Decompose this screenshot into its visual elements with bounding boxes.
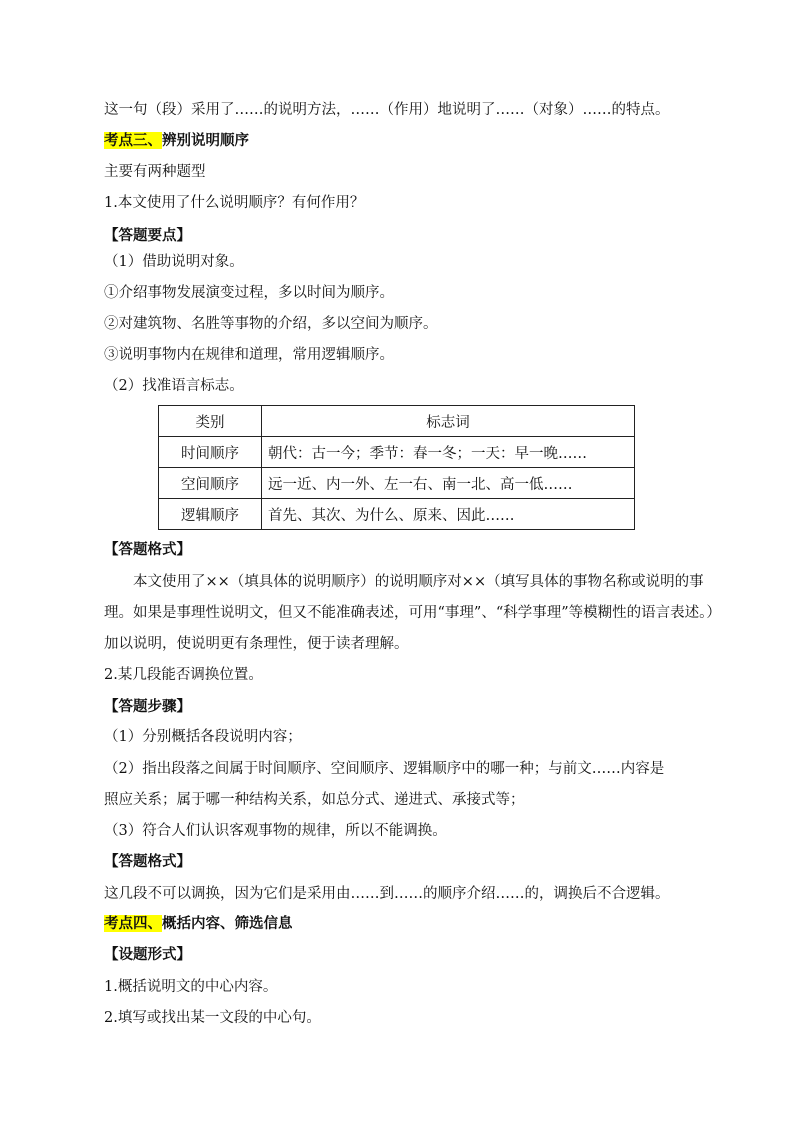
table-row	[159, 468, 635, 499]
step-3: （3）符合人们认识客观事物的规律，所以不能调换。	[104, 823, 447, 839]
paragraph-method: 这一句（段）采用了……的说明方法，……（作用）地说明了……（对象）……的特点。	[104, 102, 670, 118]
table-row	[159, 437, 635, 468]
table-header-signal-words: 标志词	[262, 406, 635, 437]
table-row	[159, 499, 635, 530]
section-heading-3	[104, 131, 249, 151]
step-2-line-1: （2）指出段落之间属于时间顺序、空间顺序、逻辑顺序中的哪一种；与前文……内容是	[104, 761, 665, 777]
key-point-1a: ①介绍事物发展演变过程，多以时间为顺序。	[104, 285, 394, 301]
key-point-1: （1）借助说明对象。	[104, 254, 244, 270]
question-types: 主要有两种题型	[104, 164, 206, 180]
label-answer-format-1: 【答题格式】	[104, 541, 191, 558]
heading-4-highlight: 考点四、	[104, 915, 162, 932]
key-point-1b: ②对建筑物、名胜等事物的介绍，多以空间为顺序。	[104, 316, 438, 332]
answer-format-1: 本文使用了××（填具体的说明顺序）的说明顺序对××（填写具体的事物名称或说明的事理。如果是事理性说明文，但又不能准确表述，可用“事理”、“科学事理”等模糊性的语言表述。）加以说明，使说明更有条理性，便于读者理解。	[104, 574, 721, 652]
table-cell: 远一近、内一外、左一右、南一北、高一低……	[262, 468, 635, 499]
key-point-1c: ③说明事物内在规律和道理，常用逻辑顺序。	[104, 347, 394, 363]
heading-3-highlight: 考点三、	[104, 132, 162, 149]
form-2: 2.填写或找出某一文段的中心句。	[104, 1010, 321, 1026]
table-cell: 空间顺序	[159, 468, 262, 499]
table-header-row	[159, 406, 635, 437]
table-cell: 首先、其次、为什么、原来、因此……	[262, 499, 635, 530]
signal-word-table	[158, 405, 635, 530]
label-answer-steps: 【答题步骤】	[104, 698, 191, 715]
table-cell: 逻辑顺序	[159, 499, 262, 530]
key-point-2: （2）找准语言标志。	[104, 378, 244, 394]
section-heading-4	[104, 914, 293, 934]
label-answer-format-2: 【答题格式】	[104, 853, 191, 870]
table-header-category: 类别	[159, 406, 262, 437]
form-1: 1.概括说明文的中心内容。	[104, 979, 278, 995]
step-2-line-2: 照应关系；属于哪一种结构关系，如总分式、递进式、承接式等；	[104, 792, 525, 808]
step-1: （1）分别概括各段说明内容；	[104, 729, 302, 745]
table-cell: 朝代：古一今；季节：春一冬；一天：早一晚……	[262, 437, 635, 468]
question-1: 1.本文使用了什么说明顺序？有何作用？	[104, 195, 365, 211]
heading-3-title: 辨别说明顺序	[162, 132, 249, 149]
heading-4-title: 概括内容、筛选信息	[162, 915, 293, 932]
answer-format-2: 这几段不可以调换，因为它们是采用由……到……的顺序介绍……的，调换后不合逻辑。	[104, 886, 670, 902]
label-question-form: 【设题形式】	[104, 946, 191, 963]
question-2: 2.某几段能否调换位置。	[104, 667, 263, 683]
label-key-points: 【答题要点】	[104, 227, 191, 244]
table-cell: 时间顺序	[159, 437, 262, 468]
